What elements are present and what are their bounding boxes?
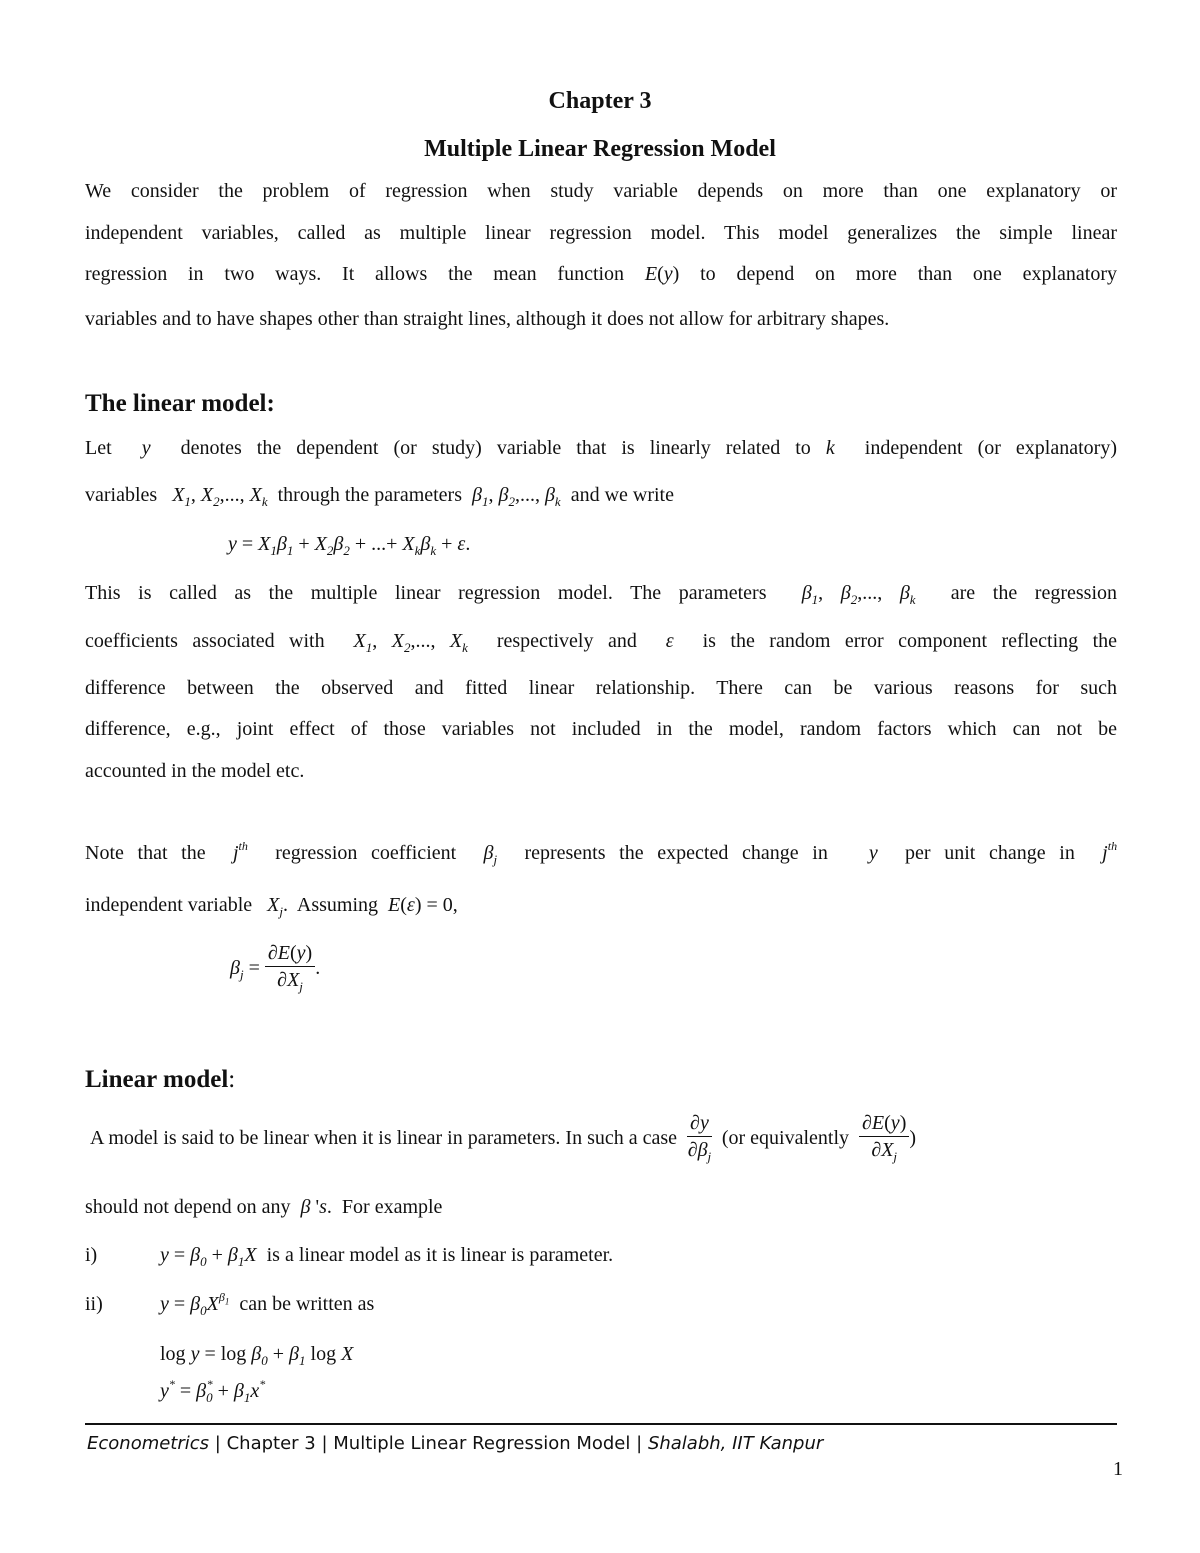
- chapter-heading: Chapter 3: [548, 88, 652, 114]
- note-line-1: Note that the $j^{th}$ regression coefficient $\beta_j$ represents the expected change in y per unit change in $j^{th}$: [85, 839, 1118, 867]
- lm-line-1: A model is said to be linear when it is linear in parameters. In such a case $\frac{\partial y}{\partial\beta_j}$ (or equivalently $\frac{\partial E(y)}{\partial X_j}$ ): [90, 1112, 917, 1164]
- footer-topic: Multiple Linear Regression Model: [333, 1433, 631, 1454]
- mean-function-math: E: [644, 263, 658, 285]
- example-ii-label: ii): [85, 1293, 103, 1315]
- transformed-equation: $y^* = \beta_0^* + \beta_1x^*$: [160, 1377, 266, 1405]
- intro-line-3a: regression in two ways. It allows the mean function: [85, 263, 625, 285]
- section-heading-linear-model-2: Linear model:: [85, 1066, 236, 1093]
- page-title: Multiple Linear Regression Model: [424, 136, 776, 162]
- intro-line-3b: to depend on more than one explanatory: [700, 263, 1118, 285]
- model-equation: $y = X_1\beta_1 + X_2\beta_2$ + ...+ $X_k\beta_k + \varepsilon$.: [228, 533, 471, 558]
- log-equation: $\log y = \log \beta_0 + \beta_1$ log X: [160, 1343, 354, 1368]
- footer-author: Shalabh, IIT Kanpur: [647, 1433, 824, 1454]
- page-number: 1: [1113, 1458, 1123, 1480]
- lm-line-2: should not depend on any β 's. For example: [85, 1196, 443, 1218]
- intro-line-1: We consider the problem of regression when study variable depends on more than one explanatory or: [85, 180, 1117, 202]
- example-ii: $y = \beta_0X^{\beta_1}$ can be written as: [160, 1290, 375, 1318]
- intro-line-3: regression in two ways. It allows the mean function E(y) to depend on more than one explanatory: [85, 263, 1118, 285]
- s1-line-7: accounted in the model etc.: [85, 760, 305, 782]
- s1-line-4: coefficients associated with $X_1$, $X_2$,..., $X_k$ respectively and ε is the random error component reflecting the: [85, 630, 1118, 655]
- example-i: $y = \beta_0 + \beta_1X$ is a linear model as it is linear is parameter.: [160, 1244, 614, 1269]
- footer: Econometrics | Chapter 3 | Multiple Linear Regression Model | Shalabh, IIT Kanpur: [87, 1433, 824, 1454]
- note-line-2: independent variable $X_j$. Assuming E(ε) = 0,: [85, 894, 458, 919]
- s1-line-2: variables $X_1$, $X_2$,..., $X_k$ through the parameters $\beta_1$, $\beta_2$,..., $\beta_k$ and we write: [85, 484, 674, 509]
- footer-chapter: Chapter 3: [226, 1433, 316, 1454]
- intro-line-4: variables and to have shapes other than straight lines, although it does not allow for arbitrary shapes.: [85, 308, 890, 330]
- s1-line-5: difference between the observed and fitted linear relationship. There can be various reasons for such: [85, 677, 1117, 699]
- example-i-label: i): [85, 1244, 98, 1266]
- s1-line-3: This is called as the multiple linear regression model. The parameters $\beta_1$, $\beta_2$,..., $\beta_k$ are the regression: [85, 582, 1117, 607]
- footer-subject: Econometrics: [87, 1433, 210, 1454]
- beta-derivative-equation: $\beta_j$ = $\frac{\partial E(y)}{\partial X_j}$ .: [230, 942, 321, 994]
- section-heading-linear-model: The linear model:: [85, 390, 275, 417]
- intro-line-2: independent variables, called as multiple linear regression model. This model generalizes the simple linear: [85, 222, 1117, 244]
- footer-rule: [85, 1423, 1117, 1425]
- s1-line-1: Let y denotes the dependent (or study) variable that is linearly related to k independent (or explanatory): [85, 437, 1117, 459]
- s1-line-6: difference, e.g., joint effect of those variables not included in the model, random factors which can not be: [85, 718, 1117, 740]
